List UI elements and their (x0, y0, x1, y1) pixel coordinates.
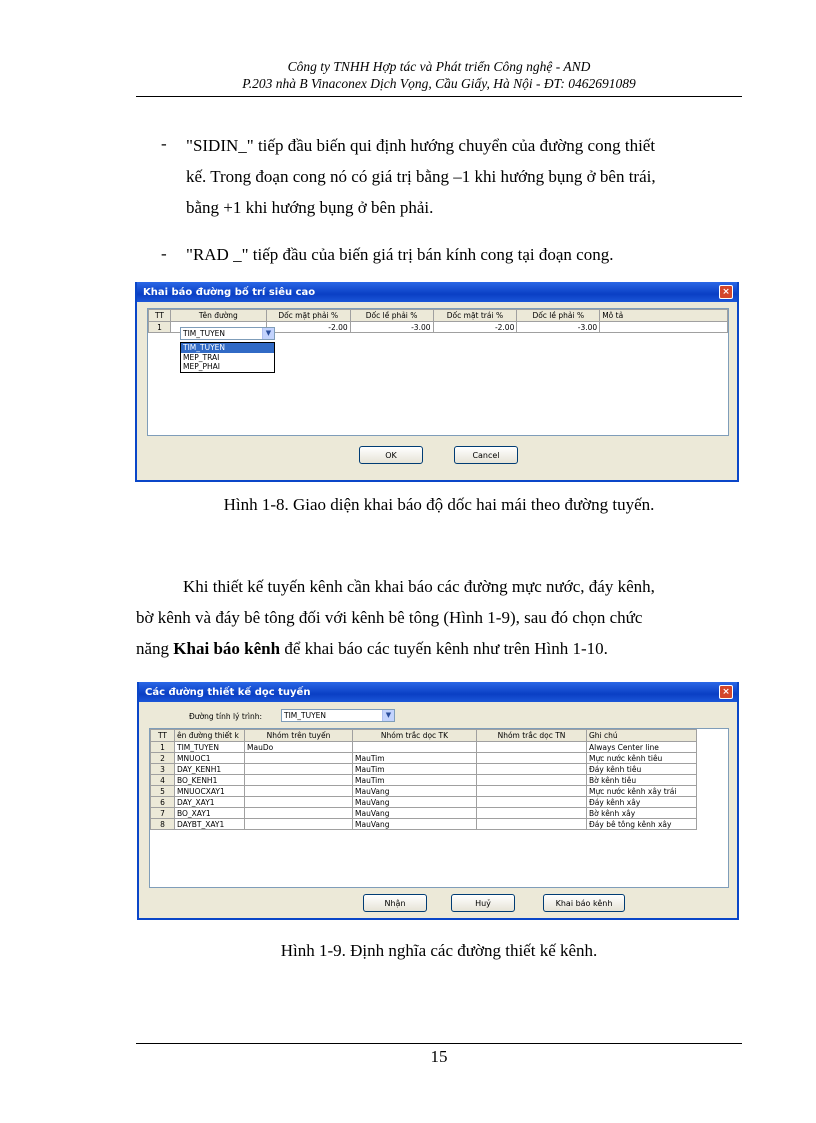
intro-paragraph (136, 571, 742, 664)
paragraph-line1: Khi thiết kế tuyến kênh cần khai báo các đường mực nước, đáy kênh, (183, 577, 655, 596)
cell-group-route[interactable] (245, 797, 353, 808)
cell-desc[interactable] (600, 322, 728, 333)
header-company: Công ty TNHH Hợp tác và Phát triển Công nghệ - AND (287, 59, 591, 74)
cell-note[interactable]: Mực nước kênh xây trái (587, 786, 697, 797)
cell-note[interactable]: Đáy kênh tiêu (587, 764, 697, 775)
cell-group-profile-tk[interactable] (353, 742, 477, 753)
cancel-button[interactable]: Cancel (454, 446, 518, 464)
cell-group-profile-tn[interactable] (477, 764, 587, 775)
cancel-button[interactable]: Huỷ (451, 894, 515, 912)
header-address: P.203 nhà B Vinaconex Dịch Vọng, Cầu Giấy, Hà Nội - ĐT: 0462691089 (242, 76, 636, 91)
col-right-shoulder[interactable]: Dốc lề phải % (350, 310, 433, 322)
col-right-surface[interactable]: Dốc mặt phải % (266, 310, 350, 322)
design-lines-dialog (137, 682, 739, 920)
cell-group-profile-tk[interactable]: MauVang (353, 819, 477, 830)
dialog1-title: Khai báo đường bố trí siêu cao (143, 286, 316, 298)
table-row[interactable] (151, 775, 697, 786)
dropdown-option[interactable]: MEP_PHAI (183, 362, 220, 371)
col-name[interactable]: Tên đường (170, 310, 266, 322)
route-name-combo[interactable] (180, 327, 275, 340)
paragraph-line3-after: để khai báo các tuyến kênh như trên Hình 1-10. (280, 639, 608, 658)
footer-rule (136, 1043, 742, 1044)
cell-note[interactable]: Bờ kênh tiêu (587, 775, 697, 786)
col-group-profile-tn[interactable]: Nhóm trắc dọc TN (477, 730, 587, 742)
row-number: 1 (151, 742, 175, 753)
bullet-rad: "RAD _" tiếp đầu của biến giá trị bán kính cong tại đoạn cong. (186, 245, 614, 264)
bullet-sidin (186, 130, 742, 223)
cell-group-profile-tn[interactable] (477, 786, 587, 797)
dialog2-titlebar (139, 682, 737, 702)
route-name-value: TIM_TUYEN (183, 329, 226, 338)
table-row[interactable] (151, 753, 697, 764)
col-left-surface[interactable]: Dốc mặt trái % (433, 310, 517, 322)
page-header (136, 58, 742, 92)
cell-line-name[interactable]: DAYBT_XAY1 (175, 819, 245, 830)
col-tt[interactable]: TT (149, 310, 171, 322)
caption-figure-1-9: Hình 1-9. Định nghĩa các đường thiết kế kênh. (280, 941, 598, 960)
col-line-name[interactable]: ên đường thiết k (175, 730, 245, 742)
dialog2-title: Các đường thiết kế dọc tuyến (145, 686, 311, 698)
accept-button[interactable]: Nhận (363, 894, 427, 912)
cell-group-profile-tk[interactable]: MauTim (353, 775, 477, 786)
route-combo[interactable] (281, 709, 395, 722)
chevron-down-icon[interactable]: ▼ (262, 328, 274, 339)
cell-group-profile-tk[interactable]: MauVang (353, 808, 477, 819)
table-row[interactable] (151, 742, 697, 753)
cell-line-name[interactable]: BO_XAY1 (175, 808, 245, 819)
cell-group-route[interactable]: MauDo (245, 742, 353, 753)
cell-group-profile-tk[interactable]: MauVang (353, 786, 477, 797)
table-row[interactable] (151, 819, 697, 830)
cell-left-shoulder[interactable]: -3.00 (517, 322, 600, 333)
cell-line-name[interactable]: MNUOCXAY1 (175, 786, 245, 797)
row-number: 2 (151, 753, 175, 764)
dropdown-option[interactable]: MEP_TRAI (183, 352, 220, 362)
cell-group-profile-tk[interactable]: MauTim (353, 764, 477, 775)
col-note[interactable]: Ghi chú (587, 730, 697, 742)
declare-canal-button[interactable]: Khai báo kênh (543, 894, 625, 912)
cell-note[interactable]: Always Center line (587, 742, 697, 753)
table-row[interactable] (151, 764, 697, 775)
cell-line-name[interactable]: TIM_TUYEN (175, 742, 245, 753)
dropdown-option[interactable]: TIM_TUYEN (181, 343, 274, 353)
cell-note[interactable]: Đáy kênh xây (587, 797, 697, 808)
cell-group-profile-tk[interactable]: MauTim (353, 753, 477, 764)
cell-note[interactable]: Mực nước kênh tiêu (587, 753, 697, 764)
table-row[interactable] (151, 808, 697, 819)
cell-line-name[interactable]: MNUOC1 (175, 753, 245, 764)
cell-group-profile-tn[interactable] (477, 808, 587, 819)
cell-left-surface[interactable]: -2.00 (433, 322, 517, 333)
col-tt[interactable]: TT (151, 730, 175, 742)
col-group-route[interactable]: Nhóm trên tuyến (245, 730, 353, 742)
cell-group-profile-tn[interactable] (477, 797, 587, 808)
cell-right-shoulder[interactable]: -3.00 (350, 322, 433, 333)
paragraph-line2: bờ kênh và đáy bê tông đối với kênh bê tông (Hình 1-9), sau đó chọn chức (136, 608, 643, 627)
paragraph-line3 (136, 633, 742, 664)
cell-group-profile-tn[interactable] (477, 819, 587, 830)
header-rule (136, 96, 742, 97)
row-number: 7 (151, 808, 175, 819)
bullet-dash-1: - (161, 134, 167, 153)
dialog1-titlebar (137, 282, 737, 302)
col-left-shoulder[interactable]: Dốc lề phải % (517, 310, 600, 322)
route-value: TIM_TUYEN (284, 711, 327, 720)
cell-group-route[interactable] (245, 808, 353, 819)
route-name-dropdown (180, 342, 275, 373)
chevron-down-icon[interactable]: ▼ (382, 710, 394, 721)
row-number: 4 (151, 775, 175, 786)
row-number: 6 (151, 797, 175, 808)
row-number: 1 (149, 322, 171, 333)
cell-group-route[interactable] (245, 819, 353, 830)
cell-line-name[interactable]: DAY_KENH1 (175, 764, 245, 775)
dialog2-grid (149, 728, 729, 888)
paragraph-line3-before: năng (136, 639, 174, 658)
cell-group-profile-tk[interactable]: MauVang (353, 797, 477, 808)
row-number: 8 (151, 819, 175, 830)
row-number: 5 (151, 786, 175, 797)
design-lines-table (150, 729, 697, 830)
bullet-sidin-line2: kế. Trong đoạn cong nó có giá trị bằng –1 khi hướng bụng ở bên trái, (186, 167, 656, 186)
cell-group-profile-tn[interactable] (477, 742, 587, 753)
route-label: Đường tính lý trình: (189, 712, 263, 721)
bullet-dash-2: - (161, 244, 167, 263)
cell-group-route[interactable] (245, 786, 353, 797)
cell-line-name[interactable]: DAY_XAY1 (175, 797, 245, 808)
cell-group-route[interactable] (245, 764, 353, 775)
cell-note[interactable]: Đáy bê tông kênh xây (587, 819, 697, 830)
caption-figure-1-8: Hình 1-8. Giao diện khai báo độ dốc hai mái theo đường tuyến. (223, 495, 655, 514)
col-desc[interactable]: Mô tả (600, 310, 728, 322)
cell-group-route[interactable] (245, 753, 353, 764)
close-icon[interactable]: × (719, 685, 733, 699)
ok-button[interactable]: OK (359, 446, 423, 464)
cell-group-profile-tn[interactable] (477, 775, 587, 786)
superelevation-dialog (135, 282, 739, 482)
row-number: 3 (151, 764, 175, 775)
khai-bao-kenh-term: Khai báo kênh (173, 639, 281, 658)
cell-line-name[interactable]: BO_KENH1 (175, 775, 245, 786)
bullet-sidin-line1: "SIDIN_" tiếp đầu biến qui định hướng chuyển của đường cong thiết (186, 136, 656, 155)
cell-note[interactable]: Bờ kênh xây (587, 808, 697, 819)
col-group-profile-tk[interactable]: Nhóm trắc dọc TK (353, 730, 477, 742)
close-icon[interactable]: × (719, 285, 733, 299)
cell-group-profile-tn[interactable] (477, 753, 587, 764)
table-row[interactable] (151, 786, 697, 797)
table-row[interactable] (151, 797, 697, 808)
page-number: 15 (430, 1047, 448, 1066)
cell-group-route[interactable] (245, 775, 353, 786)
bullet-sidin-line3: bằng +1 khi hướng bụng ở bên phải. (186, 198, 434, 217)
cell-right-surface[interactable]: -2.00 (266, 322, 350, 333)
